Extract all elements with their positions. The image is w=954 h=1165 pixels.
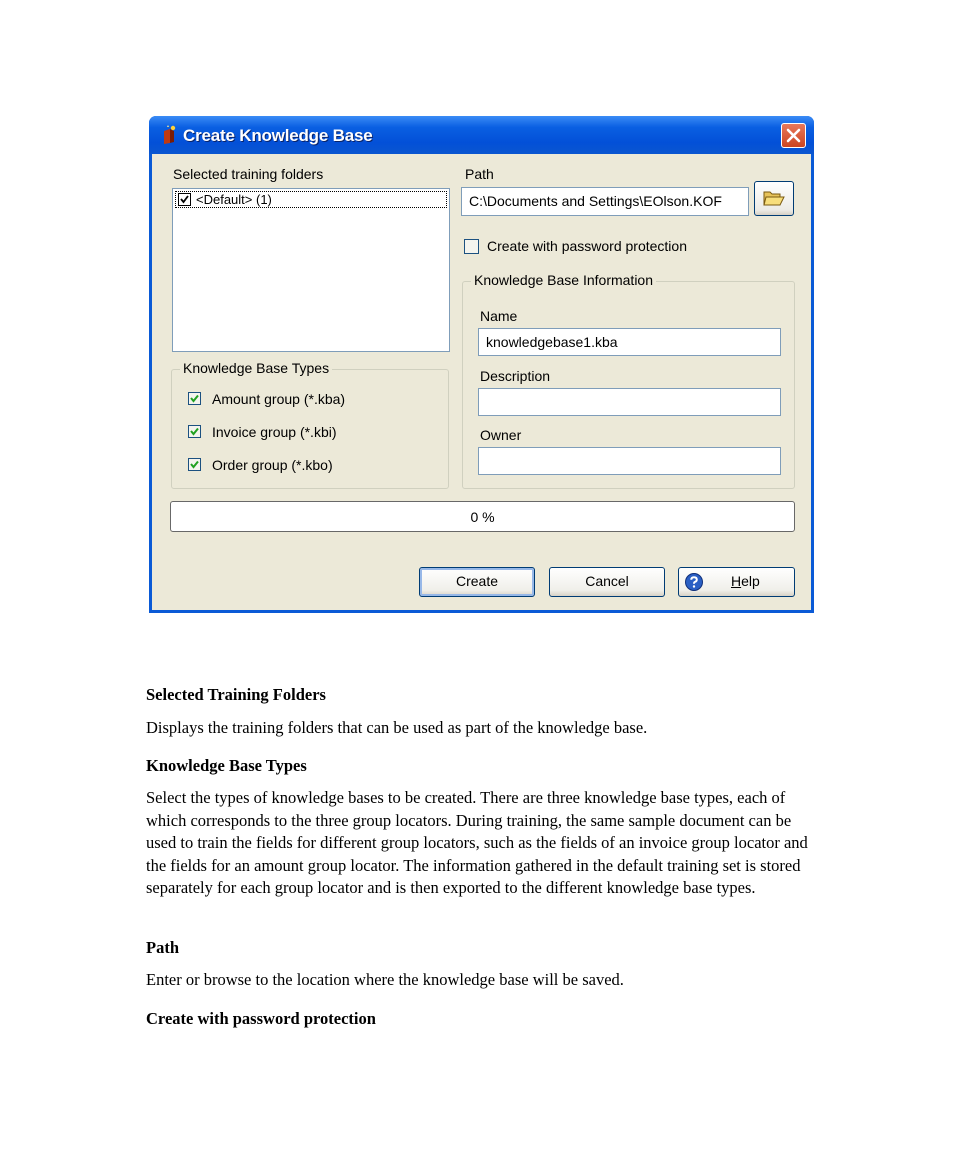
check-icon xyxy=(179,194,190,205)
owner-label: Owner xyxy=(480,427,522,443)
help-icon xyxy=(685,573,703,591)
invoice-group-label: Invoice group (*.kbi) xyxy=(212,424,337,440)
browse-button[interactable] xyxy=(754,181,794,216)
create-button[interactable]: Create xyxy=(419,567,535,597)
invoice-group-checkbox[interactable] xyxy=(188,425,201,438)
training-folders-list[interactable] xyxy=(172,188,450,352)
progress-text: 0 % xyxy=(470,509,495,525)
close-icon xyxy=(786,128,801,143)
list-item-label: <Default> (1) xyxy=(196,192,272,207)
dialog-client-area xyxy=(152,154,811,610)
knowledge-base-types-title: Knowledge Base Types xyxy=(180,360,332,376)
password-protection-checkbox[interactable] xyxy=(464,239,479,254)
knowledge-base-information-title: Knowledge Base Information xyxy=(471,272,656,288)
check-icon xyxy=(190,427,199,436)
owner-input[interactable] xyxy=(478,447,781,475)
dialog-title: Create Knowledge Base xyxy=(183,126,373,145)
description-input[interactable] xyxy=(478,388,781,416)
path-label: Path xyxy=(465,166,494,182)
help-button[interactable] xyxy=(678,567,795,597)
description-label: Description xyxy=(480,368,551,384)
open-folder-icon xyxy=(763,188,785,208)
section-body-knowledge-base-types: Select the types of knowledge bases to be created. There are three knowledge base types, each of which corresponds to the three group locators. During training, the same sample document can be used to train the fields for different group locators, such as the fields of an invoice group locator and the fields for an amount group locator. The information gathered in the default training set is stored separately for each group locator and is then exported to the different knowledge base types. xyxy=(146,788,808,897)
section-heading-training-folders: Selected Training Folders xyxy=(146,685,326,704)
order-group-label: Order group (*.kbo) xyxy=(212,457,333,473)
knowledge-base-types-group xyxy=(171,360,449,489)
knowledge-base-app-icon xyxy=(161,125,177,145)
list-item-checkbox[interactable] xyxy=(178,193,191,206)
progress-bar xyxy=(170,501,795,532)
list-item[interactable] xyxy=(175,191,447,208)
path-input[interactable]: C:\Documents and Settings\EOlson.KOF xyxy=(461,187,749,216)
name-label: Name xyxy=(480,308,518,324)
close-button[interactable] xyxy=(781,123,806,148)
amount-group-checkbox[interactable] xyxy=(188,392,201,405)
order-group-checkbox[interactable] xyxy=(188,458,201,471)
create-knowledge-base-dialog xyxy=(149,116,814,613)
title-bar[interactable] xyxy=(149,116,814,154)
knowledge-base-information-group xyxy=(462,272,795,489)
check-icon xyxy=(190,394,199,403)
cancel-button[interactable]: Cancel xyxy=(549,567,665,597)
help-label: Help xyxy=(731,573,760,589)
section-heading-path: Path xyxy=(146,938,179,957)
section-body-path: Enter or browse to the location where the knowledge base will be saved. xyxy=(146,970,624,989)
password-protection-label: Create with password protection xyxy=(487,238,687,254)
training-folders-label: Selected training folders xyxy=(173,166,324,182)
section-heading-password-protection: Create with password protection xyxy=(146,1009,376,1028)
section-heading-knowledge-base-types: Knowledge Base Types xyxy=(146,756,307,775)
check-icon xyxy=(190,460,199,469)
section-body-training-folders: Displays the training folders that can be used as part of the knowledge base. xyxy=(146,718,648,737)
amount-group-label: Amount group (*.kba) xyxy=(212,391,346,407)
name-input[interactable]: knowledgebase1.kba xyxy=(478,328,781,356)
